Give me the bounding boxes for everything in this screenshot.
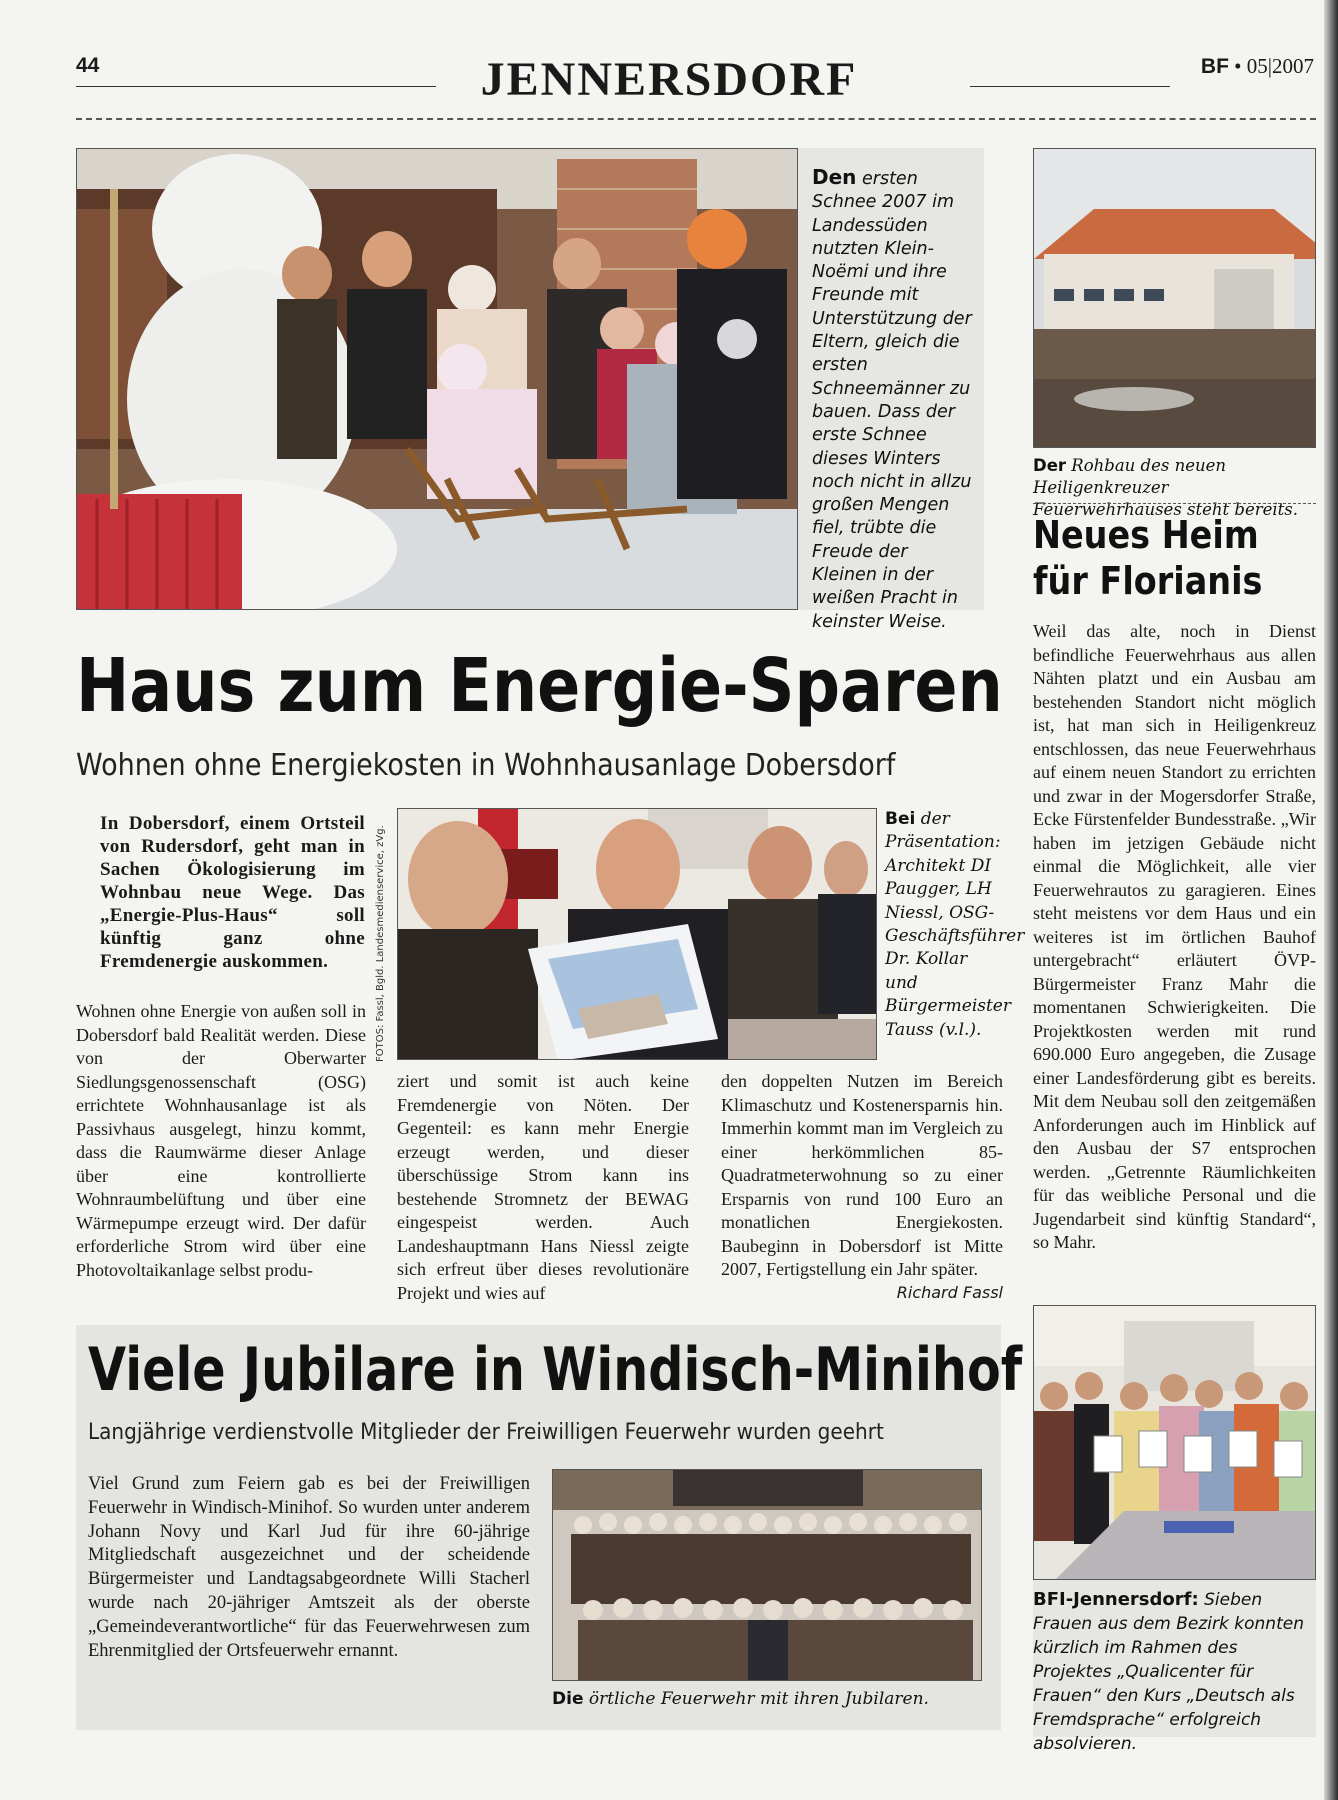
energy-column-3: den doppelten Nutzen im Bereich Klimaschutz und Kostenersparnis hin. Immerhin kommt man im Vergleich zu einer herkömmlichen 85-Quadratmeterwohnung so zu einer Ersparnis von rund 100 Euro an monatlichen Energiekosten. Baubeginn in Dobersdorf ist Mitte 2007, Fertigstellung ein Jahr später. — [721, 1071, 1003, 1279]
issue-number: 05|2007 — [1246, 54, 1314, 78]
fire-station-photo — [1033, 148, 1316, 448]
header-dashed-rule — [76, 118, 1316, 120]
fire-station-headline — [1033, 512, 1262, 604]
jubilee-subheadline: Langjährige verdienstvolle Mitglieder der Freiwilligen Feuerwehr wurden geehrt — [88, 1419, 884, 1445]
issue-label: BF • 05|2007 — [1200, 54, 1314, 78]
header-rule-right — [970, 86, 1170, 87]
photo-credit: FOTOS: Fassl, Bgld. Landesmedienservice, zVg. — [375, 825, 386, 1062]
fire-station-body: Weil das alte, noch in Dienst befindliche Feuerwehrhaus aus allen Nähten platzt und ein Ausbau am bestehenden Standort nicht möglich ist, hat man sich in Heiligenkreuz entschlossen, das neue Feuerwehrhaus auf einem neuen Standort zu errichten und zwar in der Mogersdorfer Straße, Ecke Fürstenfelder Bundesstraße. „Wir haben im jetzigen Gebäude nicht einmal die Möglichkeit, alle vier Feuerwehrautos zu garagieren. Eines steht meistens vor dem Haus und ein weiteres ist im örtlichen Bauhof untergebracht“ erläutert ÖVP-Bürgermeister Franz Mahr die momentanen Schwierigkeiten. Die Projektkosten werden mit rund 690.000 Euro angegeben, die Zusage einer Landesförderung gibt es bereits. Mit dem Neubau soll den zeitgemäßen Anforderungen auch im Hinblick auf den Ausbau der S7 entsprochen werden. „Getrennte Räumlichkeiten für das weibliche Personal und die Jugendarbeit sind künftig Standard“, so Mahr. — [1033, 621, 1316, 1252]
presentation-caption-text: der Präsentation: Architekt DI Paugger, LH Niessl, OSG-Geschäftsführer Dr. Kollar und Bürgermeister Tauss (v.l.). — [885, 809, 1025, 1040]
bfi-caption-lead: BFI-Jennersdorf: — [1033, 1589, 1199, 1610]
snowman-caption — [812, 166, 978, 634]
scan-edge-shadow — [1324, 0, 1338, 1800]
jubilee-caption-lead: Die — [552, 1689, 584, 1709]
energy-lead: In Dobersdorf, einem Ortsteil von Rudersdorf, geht man in Sachen Ökologisierung im Wohnbau neue Wege. Das „Energie-Plus-Haus“ soll künftig ganz ohne Fremdenergie auskommen. — [100, 813, 365, 972]
snowman-photo — [76, 148, 798, 610]
bfi-caption — [1033, 1588, 1316, 1756]
snowman-caption-text: ersten Schnee 2007 im Landessüden nutzten Klein-Noëmi und ihre Freunde mit Unterstützung der Eltern, gleich die ersten Schneemänner zu bauen. Dass der erste Schnee dieses Winters noch nicht in allzu großen Mengen fiel, trübte die Freude der Kleinen in der weißen Pracht in keinster Weise. — [812, 169, 972, 632]
presentation-photo — [397, 808, 877, 1060]
energy-subheadline: Wohnen ohne Energiekosten in Wohnhausanlage Dobersdorf — [76, 748, 896, 783]
bfi-photo — [1033, 1305, 1316, 1580]
jubilee-body: Viel Grund zum Feiern gab es bei der Freiwilligen Feuerwehr in Windisch-Minihof. So wurden unter anderem Johann Novy und Karl Jud für ihre 60-jährige Mitgliedschaft ausgezeichnet und der scheidende Bürgermeister und Landtagsabgeordnete Willi Stacherl wurde nach 20-jähriger Amtszeit als der oberste „Gemeindeverantwortliche“ für das Feuerwehrwesen zum Ehrenmitglied der Ortsfeuerwehr ernannt. — [88, 1474, 530, 1661]
energy-column-1: Wohnen ohne Energie von außen soll in Dobersdorf bald Realität werden. Diese von der Oberwarter Siedlungsgenossenschaft (OSG) errichtete Wohnhausanlage ist als Passivhaus ausgelegt, hinzu kommt, dass die Raumwärme dieser Anlage über eine kontrollierte Wohnraumbelüftung und über eine Wärmepumpe erzeugt wird. Der dafür erforderliche Strom wird über eine Photovoltaikanlage selbst produ- — [76, 1001, 366, 1280]
snowman-caption-box — [798, 148, 984, 632]
fire-station-headline-line2: für Florianis — [1033, 559, 1263, 603]
page-number: 44 — [76, 54, 100, 77]
jubilee-photo-caption — [552, 1688, 982, 1710]
energy-column-2: ziert und somit ist auch keine Fremdenergie von Nöten. Der Gegenteil: es kann mehr Energie erzeugt werden, und dieser überschüssige Strom kann ins bestehende Stromnetz der BEWAG eingespeist werden. Auch Landeshauptmann Hans Niessl zeigte sich erfreut über dieses revolutionäre Projekt und wies auf — [397, 1071, 689, 1303]
section-title: JENNERSDORF — [480, 53, 858, 106]
bfi-caption-text: Sieben Frauen aus dem Bezirk konnten kürzlich im Rahmen des Projektes „Qualicenter für Frauen“ den Kurs „Deutsch als Fremdsprache“ erfolgreich absolvieren. — [1033, 1590, 1304, 1754]
fire-station-caption-text: Rohbau des neuen Heiligenkreuzer Feuerwehrhauses steht bereits. — [1033, 456, 1298, 519]
energy-headline: Haus zum Energie-Sparen — [76, 643, 1003, 729]
fire-station-caption-lead: Der — [1033, 456, 1067, 475]
fire-caption-rule — [1033, 503, 1316, 504]
brand-label: BF — [1200, 55, 1229, 78]
jubilee-headline: Viele Jubilare in Windisch-Minihof — [88, 1335, 1023, 1405]
jubilee-group-photo — [552, 1469, 982, 1681]
energy-author: Richard Fassl — [896, 1283, 1003, 1302]
presentation-caption — [885, 808, 1025, 1042]
snowman-caption-lead: Den — [812, 165, 857, 189]
fire-station-headline-line1: Neues Heim — [1033, 513, 1259, 557]
presentation-caption-lead: Bei — [885, 809, 916, 829]
jubilee-caption-text: örtliche Feuerwehr mit ihren Jubilaren. — [588, 1689, 929, 1709]
